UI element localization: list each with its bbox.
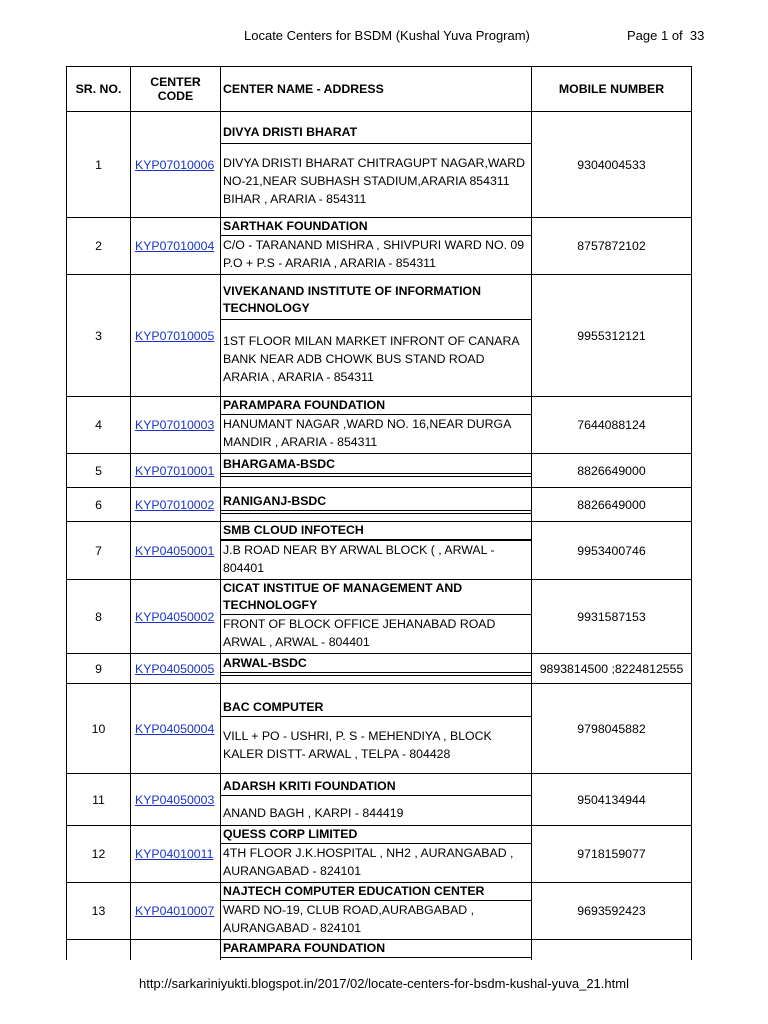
- table-row: [67, 522, 692, 580]
- center-name-address-cell: [221, 112, 532, 218]
- center-name: SARTHAK FOUNDATION: [221, 218, 531, 236]
- mobile-number: 8826649000: [532, 488, 692, 522]
- sr-number: 7: [67, 522, 131, 580]
- center-name: ARWAL-BSDC: [221, 655, 531, 673]
- center-code-cell: [131, 940, 221, 960]
- center-name-address-cell: [221, 940, 532, 960]
- mobile-number: 9504134944: [532, 774, 692, 826]
- column-header-mobile: MOBILE NUMBER: [532, 67, 692, 112]
- center-name-address-cell: [221, 774, 532, 826]
- center-name-address-cell: [221, 218, 532, 275]
- center-address: HANUMANT NAGAR ,WARD NO. 16,NEAR DURGA MANDIR , ARARIA - 854311: [223, 417, 511, 449]
- center-address: FRONT OF BLOCK OFFICE JEHANABAD ROAD ARWAL , ARWAL - 804401: [223, 617, 496, 649]
- center-code-cell: [131, 275, 221, 397]
- center-code-cell: [131, 522, 221, 580]
- center-name-address-cell: [221, 654, 532, 684]
- center-name: NAJTECH COMPUTER EDUCATION CENTER: [221, 883, 531, 901]
- center-code-cell: [131, 397, 221, 454]
- row-divider: [221, 476, 531, 485]
- center-code-link[interactable]: KYP04010007: [135, 904, 215, 918]
- row-divider: [221, 513, 531, 520]
- document-title: Locate Centers for BSDM (Kushal Yuva Program): [244, 28, 530, 43]
- center-code-link[interactable]: KYP04050003: [135, 792, 215, 807]
- table-row: [67, 684, 692, 774]
- center-name-address-cell: [221, 580, 532, 654]
- center-code-link[interactable]: KYP04050005: [135, 661, 215, 676]
- center-name: PARAMPARA FOUNDATION: [221, 397, 531, 415]
- column-header-code: CENTER CODE: [131, 67, 221, 112]
- center-address: ANAND BAGH , KARPI - 844419: [223, 805, 404, 820]
- table-row: [67, 774, 692, 826]
- sr-number: 13: [67, 883, 131, 940]
- center-code-cell: [131, 684, 221, 774]
- mobile-number: 9693592423: [532, 883, 692, 940]
- page-total: 33: [689, 28, 705, 43]
- mobile-number: 9718159077: [532, 826, 692, 883]
- sr-number: 4: [67, 397, 131, 454]
- center-name-address-cell: [221, 826, 532, 883]
- mobile-number: 7644088124: [532, 397, 692, 454]
- center-code-cell: [131, 774, 221, 826]
- column-header-sr: SR. NO.: [67, 67, 131, 112]
- center-code-link[interactable]: KYP04050002: [135, 609, 215, 624]
- center-code-link[interactable]: KYP07010003: [135, 418, 215, 432]
- table-row: [67, 275, 692, 397]
- center-code-cell: [131, 883, 221, 940]
- sr-number: 10: [67, 684, 131, 774]
- center-name: RANIGANJ-BSDC: [221, 489, 531, 511]
- mobile-number: 9798045882: [532, 684, 692, 774]
- table-row: [67, 883, 692, 940]
- mobile-number: 9955312121: [532, 275, 692, 397]
- center-name-address-cell: [221, 397, 532, 454]
- center-address: VILL + PO - USHRI, P. S - MEHENDIYA , BLOCK KALER DISTT- ARWAL , TELPA - 804428: [223, 728, 492, 761]
- center-name-address-cell: [221, 454, 532, 488]
- center-name: DIVYA DRISTI BHARAT: [221, 120, 531, 144]
- center-code-link[interactable]: KYP04050001: [135, 543, 215, 558]
- mobile-number: 9953400746: [532, 522, 692, 580]
- center-name: ADARSH KRITI FOUNDATION: [221, 776, 531, 796]
- center-address: 4TH FLOOR J.K.HOSPITAL , NH2 , AURANGABAD , AURANGABAD - 824101: [223, 846, 514, 878]
- centers-table: [66, 66, 692, 960]
- sr-number: 6: [67, 488, 131, 522]
- sr-number: 8: [67, 580, 131, 654]
- center-name-address-cell: [221, 883, 532, 940]
- center-code-cell: [131, 112, 221, 218]
- center-code-link[interactable]: KYP07010002: [135, 497, 215, 512]
- sr-number: 5: [67, 454, 131, 488]
- center-name: QUESS CORP LIMITED: [221, 826, 531, 844]
- center-name-address-cell: [221, 275, 532, 397]
- mobile-number: 8757872102: [532, 218, 692, 275]
- mobile-number: [532, 940, 692, 960]
- center-address: DIVYA DRISTI BHARAT CHITRAGUPT NAGAR,WARD NO-21,NEAR SUBHASH STADIUM,ARARIA 854311 BIHAR , ARARIA - 854311: [223, 155, 525, 206]
- center-code-link[interactable]: KYP07010004: [135, 239, 215, 253]
- table-header-row: [67, 67, 692, 112]
- center-name: PARAMPARA FOUNDATION: [221, 940, 531, 958]
- center-code-link[interactable]: KYP07010001: [135, 463, 215, 478]
- table-row: [67, 488, 692, 522]
- center-code-cell: [131, 488, 221, 522]
- center-name-address-cell: [221, 488, 532, 522]
- table-row: [67, 580, 692, 654]
- center-code-link[interactable]: KYP07010006: [135, 157, 215, 172]
- mobile-number: 9893814500 ;8224812555: [532, 654, 692, 684]
- table-row: [67, 654, 692, 684]
- page-indicator: [627, 28, 704, 43]
- center-address: C/O - TARANAND MISHRA , SHIVPURI WARD NO. 09 P.O + P.S - ARARIA , ARARIA - 854311: [223, 238, 525, 270]
- mobile-number: 9304004533: [532, 112, 692, 218]
- sr-number: [67, 940, 131, 960]
- center-name: CICAT INSTITUE OF MANAGEMENT AND TECHNOLOGFY: [221, 580, 531, 615]
- sr-number: 11: [67, 774, 131, 826]
- center-address: 1ST FLOOR MILAN MARKET INFRONT OF CANARA BANK NEAR ADB CHOWK BUS STAND ROAD ARARIA , ARARIA - 854311: [223, 334, 519, 384]
- sr-number: 9: [67, 654, 131, 684]
- center-address: J.B ROAD NEAR BY ARWAL BLOCK ( , ARWAL - 804401: [221, 540, 531, 579]
- sr-number: 3: [67, 275, 131, 397]
- center-name: BAC COMPUTER: [221, 693, 531, 717]
- sr-number: 12: [67, 826, 131, 883]
- row-divider: [221, 675, 531, 682]
- center-name: BHARGAMA-BSDC: [221, 456, 531, 474]
- table-row: [67, 112, 692, 218]
- table-row: [67, 218, 692, 275]
- sr-number: 2: [67, 218, 131, 275]
- center-name-address-cell: [221, 522, 532, 580]
- mobile-number: 9931587153: [532, 580, 692, 654]
- center-code-link[interactable]: KYP04010011: [135, 847, 214, 861]
- table-row: [67, 454, 692, 488]
- page-label: Page 1 of: [627, 28, 683, 43]
- center-code-cell: [131, 580, 221, 654]
- center-code-cell: [131, 654, 221, 684]
- table-row: [67, 826, 692, 883]
- column-header-name-address: CENTER NAME - ADDRESS: [221, 67, 532, 112]
- center-code-link[interactable]: KYP07010005: [135, 328, 215, 343]
- center-name: VIVEKANAND INSTITUTE OF INFORMATION TECHNOLOGY: [221, 283, 531, 320]
- center-code-cell: [131, 218, 221, 275]
- table-row: [67, 397, 692, 454]
- center-code-cell: [131, 454, 221, 488]
- center-name-address-cell: [221, 684, 532, 774]
- center-code-cell: [131, 826, 221, 883]
- mobile-number: 8826649000: [532, 454, 692, 488]
- sr-number: 1: [67, 112, 131, 218]
- center-code-link[interactable]: KYP04050004: [135, 721, 215, 736]
- center-name: SMB CLOUD INFOTECH: [221, 522, 531, 540]
- page-footer-url: http://sarkariniyukti.blogspot.in/2017/02/locate-centers-for-bsdm-kushal-yuva_21.html: [139, 976, 629, 991]
- table-row: [67, 940, 692, 960]
- center-address: WARD NO-19, CLUB ROAD,AURABGABAD , AURANGABAD - 824101: [223, 903, 474, 935]
